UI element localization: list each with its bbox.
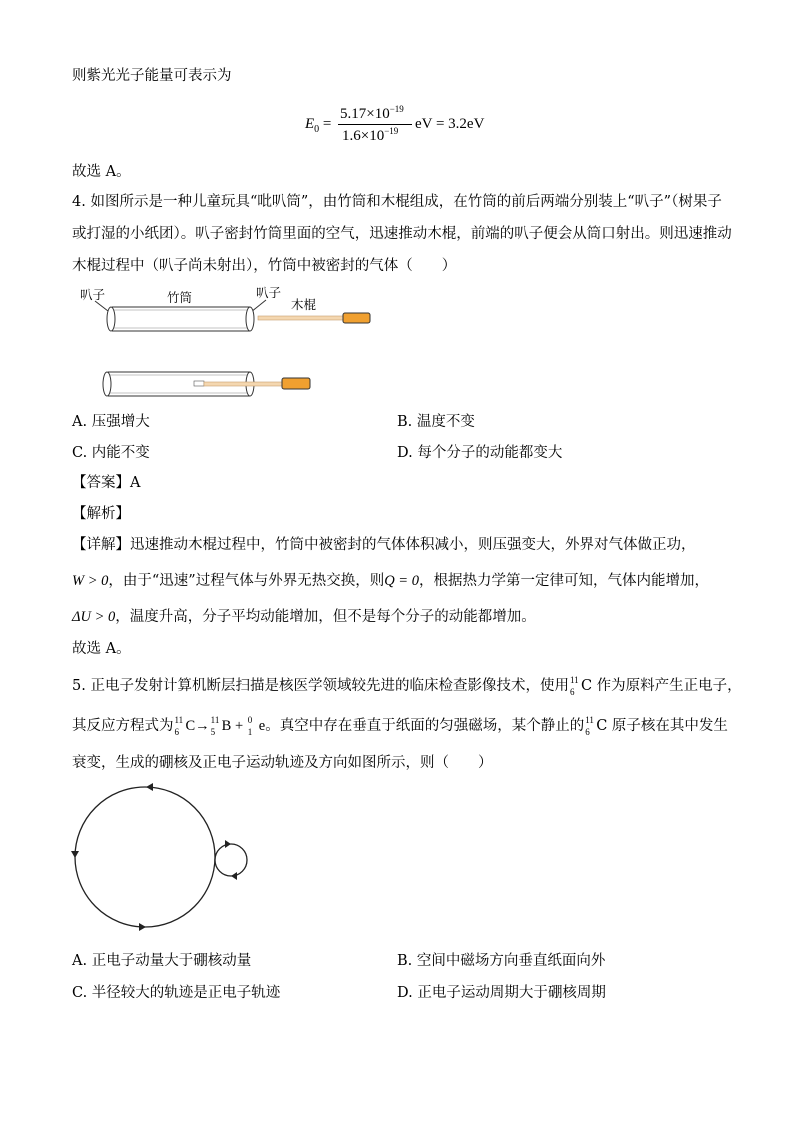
q4-choice: 故选 A。: [72, 641, 131, 657]
label-tube: 竹筒: [167, 290, 193, 305]
label-right-plug: 叭子: [256, 285, 282, 300]
arrow-small-top: [225, 840, 231, 848]
q3-choice: 故选 A。: [72, 164, 131, 180]
q4-option-c[interactable]: C. 内能不变: [72, 445, 150, 461]
detail-line-2: W > 0，由于“迅速”过程气体与外界无热交换，则Q = 0，根据热力学第一定律可知，气体内能增加，: [72, 573, 709, 589]
q5-line-1: 5. 正电子发射计算机断层扫描是核医学领域较先进的临床检查影像技术，使用 11 6 C 作为原料产生正电子，: [72, 675, 742, 697]
intro-line: 则紫光光子能量可表示为: [72, 68, 232, 84]
q4-option-d[interactable]: D. 每个分子的动能都变大: [397, 445, 563, 461]
analysis-tag: 【解析】: [72, 506, 130, 522]
q5-option-c[interactable]: C. 半径较大的轨迹是正电子轨迹: [72, 985, 281, 1001]
q5-option-a[interactable]: A. 正电子动量大于硼核动量: [72, 953, 252, 969]
arrow-small-bottom: [231, 872, 237, 880]
answer-tag: 【答案】A: [72, 475, 141, 491]
arrow-large-left: [71, 851, 79, 858]
detail-line-1: 【详解】迅速推动木棍过程中，竹筒中被密封的气体体积减小，则压强变大，外界对气体做正功，: [72, 537, 696, 553]
detail-tag: 【详解】: [72, 537, 130, 553]
arrow-large-bottom: [139, 923, 146, 931]
q5-option-b[interactable]: B. 空间中磁场方向垂直纸面向外: [397, 953, 606, 969]
q4-line-3: 木棍过程中（叭子尚未射出），竹筒中被密封的气体（ ）: [72, 258, 457, 274]
q4-line-2: 或打湿的小纸团）。叭子密封竹筒里面的空气，迅速推动木棍，前端的叭子便会从筒口射出。则迅速推动: [72, 226, 732, 242]
q5-line-3: 衰变，生成的硼核及正电子运动轨迹及方向如图所示，则（ ）: [72, 755, 493, 771]
detail-line-3: ΔU > 0，温度升高，分子平均动能增加，但不是每个分子的动能都增加。: [72, 609, 536, 625]
q5-line-2: 其反应方程式为 11 6 C→ 11 5 B + 0 1 e。真空中存在垂直于纸面的匀强磁场，某个静止的 11 6 C 原子核在其中发生: [72, 715, 728, 737]
small-trajectory: [215, 844, 247, 876]
tube-after: [103, 372, 310, 396]
large-trajectory: [75, 787, 215, 927]
carbon-nuclide: 11 6: [569, 675, 579, 697]
q4-line-1: 4. 如图所示是一种儿童玩具“吡叭筒”，由竹筒和木棍组成，在竹筒的前后两端分别装上“叭子”（树果子: [72, 194, 722, 210]
label-left-plug: 叭子: [80, 287, 106, 302]
q5-option-d[interactable]: D. 正电子运动周期大于硼核周期: [397, 985, 606, 1001]
q4-option-a[interactable]: A. 压强增大: [72, 414, 150, 430]
arrow-large-top: [146, 783, 153, 791]
q4-option-b[interactable]: B. 温度不变: [397, 414, 475, 430]
label-stick: 木棍: [291, 297, 317, 312]
